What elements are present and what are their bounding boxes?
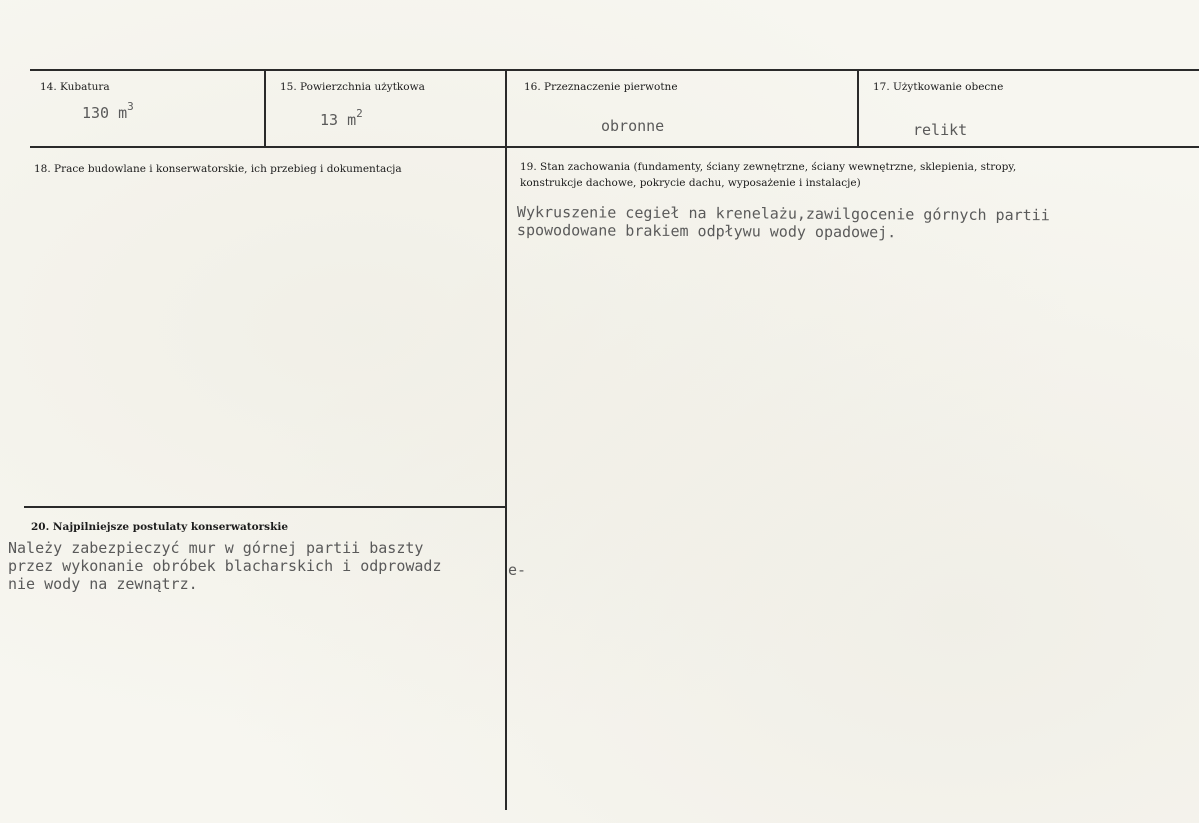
field-19-label-line2: konstrukcje dachowe, pokrycie dachu, wyposażenie i instalacje)	[520, 177, 861, 189]
col-divider-3	[857, 70, 859, 147]
field-19-text-line2: spowodowane brakiem odpływu wody opadowej.	[516, 221, 897, 242]
field-17-label: 17. Użytkowanie obecne	[873, 81, 1004, 93]
field-16-value: obronne	[601, 117, 665, 135]
field-17-value: relikt	[913, 121, 968, 139]
col-divider-2	[505, 70, 507, 810]
row-divider-rule	[30, 146, 1199, 148]
field-14-value	[82, 100, 134, 122]
field-19-label-line1: 19. Stan zachowania (fundamenty, ściany zewnętrzne, ściany wewnętrzne, sklepienia, stropy,	[520, 161, 1017, 173]
field-16-label: 16. Przeznaczenie pierwotne	[524, 81, 678, 93]
field-20-label	[31, 519, 288, 535]
section-18-bottom-rule	[24, 506, 505, 508]
field-19-text-line1: Wykruszenie cegieł na krenelażu,zawilgocenie górnych partii	[516, 203, 1050, 225]
field-15-label: 15. Powierzchnia użytkowa	[280, 81, 425, 93]
top-rule	[30, 69, 1199, 71]
field-20-text-line2-continuation: e-	[508, 561, 527, 579]
col-divider-1	[264, 70, 266, 147]
field-20-label-text: 20. Najpilniejsze postulaty konserwatorskie	[31, 521, 289, 533]
field-14-value-superscript: 3	[127, 100, 134, 113]
field-20-text-line3: nie wody na zewnątrz.	[8, 575, 198, 593]
field-15-value-text: 13 m	[320, 111, 357, 129]
field-18-label: 18. Prace budowlane i konserwatorskie, ich przebieg i dokumentacja	[34, 163, 402, 175]
field-14-label: 14. Kubatura	[40, 81, 110, 93]
field-20-text-line2: przez wykonanie obróbek blacharskich i odprowadz	[8, 557, 442, 575]
field-15-value	[320, 107, 363, 129]
field-15-value-superscript: 2	[356, 107, 363, 120]
field-20-text-line1: Należy zabezpieczyć mur w górnej partii baszty	[8, 539, 424, 557]
field-14-value-text: 130 m	[82, 104, 128, 122]
